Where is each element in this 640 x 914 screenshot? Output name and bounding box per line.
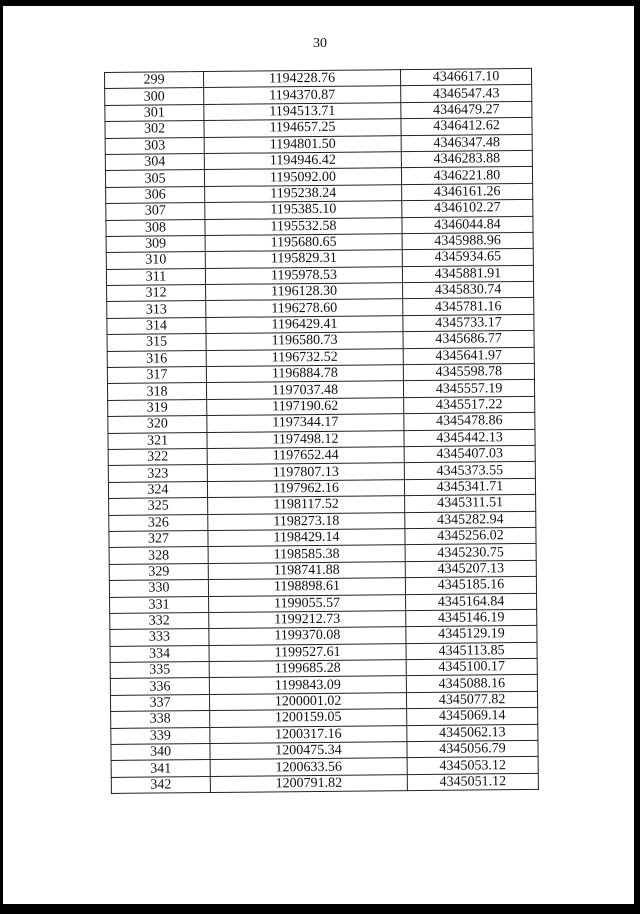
point-number-cell: 300 — [105, 88, 204, 105]
x-coordinate-cell: 1194801.50 — [204, 135, 401, 153]
x-coordinate-cell: 1197190.62 — [207, 397, 404, 415]
point-number-cell: 313 — [107, 301, 206, 318]
point-number-cell: 332 — [110, 612, 209, 629]
x-coordinate-cell: 1194513.71 — [204, 102, 401, 120]
y-coordinate-cell: 4346283.88 — [401, 150, 532, 168]
point-number-cell: 331 — [110, 596, 209, 613]
x-coordinate-cell: 1199370.08 — [209, 627, 406, 645]
point-number-cell: 314 — [107, 317, 206, 334]
y-coordinate-cell: 4345129.19 — [406, 626, 537, 644]
point-number-cell: 336 — [110, 678, 209, 695]
x-coordinate-cell: 1198898.61 — [208, 578, 405, 596]
x-coordinate-cell: 1199685.28 — [209, 660, 406, 678]
point-number-cell: 315 — [107, 334, 206, 351]
x-coordinate-cell: 1197962.16 — [207, 479, 404, 497]
point-number-cell: 319 — [108, 399, 207, 416]
x-coordinate-cell: 1200475.34 — [210, 742, 407, 760]
x-coordinate-cell: 1198117.52 — [208, 496, 405, 514]
point-number-cell: 339 — [111, 727, 210, 744]
x-coordinate-cell: 1195829.31 — [205, 250, 402, 268]
x-coordinate-cell: 1195092.00 — [204, 168, 401, 186]
x-coordinate-cell: 1197037.48 — [206, 381, 403, 399]
x-coordinate-cell: 1195238.24 — [205, 184, 402, 202]
x-coordinate-cell: 1200317.16 — [210, 725, 407, 743]
point-number-cell: 302 — [105, 121, 204, 138]
y-coordinate-cell: 4345830.74 — [403, 281, 534, 299]
y-coordinate-cell: 4345988.96 — [402, 232, 533, 250]
x-coordinate-cell: 1199843.09 — [209, 676, 406, 694]
scan-border-top — [0, 0, 640, 6]
y-coordinate-cell: 4345781.16 — [403, 298, 534, 316]
point-number-cell: 320 — [108, 416, 207, 433]
y-coordinate-cell: 4345164.84 — [406, 593, 537, 611]
y-coordinate-cell: 4345442.13 — [404, 429, 535, 447]
y-coordinate-cell: 4345146.19 — [406, 609, 537, 627]
y-coordinate-cell: 4346161.26 — [402, 183, 533, 201]
y-coordinate-cell: 4345478.86 — [404, 413, 535, 431]
x-coordinate-cell: 1200791.82 — [210, 774, 407, 792]
x-coordinate-cell: 1196580.73 — [206, 332, 403, 350]
x-coordinate-cell: 1194657.25 — [204, 119, 401, 137]
x-coordinate-cell: 1195385.10 — [205, 201, 402, 219]
y-coordinate-cell: 4345407.03 — [404, 445, 535, 463]
y-coordinate-cell: 4345053.12 — [407, 757, 538, 775]
y-coordinate-cell: 4346617.10 — [400, 68, 531, 86]
x-coordinate-cell: 1194946.42 — [204, 152, 401, 170]
y-coordinate-cell: 4345051.12 — [407, 773, 538, 791]
x-coordinate-cell: 1199212.73 — [209, 611, 406, 629]
y-coordinate-cell: 4346412.62 — [401, 118, 532, 136]
x-coordinate-cell: 1196128.30 — [206, 283, 403, 301]
y-coordinate-cell: 4345373.55 — [404, 462, 535, 480]
x-coordinate-cell: 1196884.78 — [206, 365, 403, 383]
point-number-cell: 342 — [111, 776, 210, 793]
point-number-cell: 301 — [105, 104, 204, 121]
x-coordinate-cell: 1200159.05 — [210, 709, 407, 727]
y-coordinate-cell: 4345881.91 — [402, 265, 533, 283]
point-number-cell: 322 — [108, 449, 207, 466]
point-number-cell: 338 — [111, 711, 210, 728]
y-coordinate-cell: 4345113.85 — [406, 642, 537, 660]
point-number-cell: 335 — [110, 662, 209, 679]
y-coordinate-cell: 4345934.65 — [402, 249, 533, 267]
point-number-cell: 325 — [109, 498, 208, 515]
x-coordinate-cell: 1194228.76 — [204, 70, 401, 88]
y-coordinate-cell: 4345230.75 — [405, 544, 536, 562]
point-number-cell: 303 — [105, 137, 204, 154]
point-number-cell: 311 — [106, 268, 205, 285]
y-coordinate-cell: 4346044.84 — [402, 216, 533, 234]
point-number-cell: 310 — [106, 252, 205, 269]
y-coordinate-cell: 4345185.16 — [405, 576, 536, 594]
point-number-cell: 299 — [105, 72, 204, 89]
coordinate-table — [104, 68, 539, 794]
point-number-cell: 330 — [109, 580, 208, 597]
point-number-cell: 304 — [105, 153, 204, 170]
x-coordinate-cell: 1195680.65 — [205, 234, 402, 252]
point-number-cell: 318 — [107, 383, 206, 400]
y-coordinate-cell: 4346347.48 — [401, 134, 532, 152]
x-coordinate-cell: 1195532.58 — [205, 217, 402, 235]
point-number-cell: 309 — [106, 235, 205, 252]
point-number-cell: 324 — [108, 481, 207, 498]
point-number-cell: 305 — [105, 170, 204, 187]
coordinate-table-body — [105, 68, 539, 793]
x-coordinate-cell: 1196429.41 — [206, 316, 403, 334]
y-coordinate-cell: 4345056.79 — [407, 740, 538, 758]
y-coordinate-cell: 4345557.19 — [403, 380, 534, 398]
scan-border-left — [0, 0, 3, 914]
page-number: 30 — [313, 36, 327, 51]
point-number-cell: 327 — [109, 530, 208, 547]
x-coordinate-cell: 1198273.18 — [208, 512, 405, 530]
x-coordinate-cell: 1196732.52 — [206, 348, 403, 366]
x-coordinate-cell: 1196278.60 — [206, 299, 403, 317]
x-coordinate-cell: 1197498.12 — [207, 430, 404, 448]
point-number-cell: 316 — [107, 350, 206, 367]
x-coordinate-cell: 1197807.13 — [207, 463, 404, 481]
x-coordinate-cell: 1198429.14 — [208, 529, 405, 547]
y-coordinate-cell: 4345069.14 — [407, 708, 538, 726]
y-coordinate-cell: 4346221.80 — [401, 167, 532, 185]
y-coordinate-cell: 4345341.71 — [404, 478, 535, 496]
point-number-cell: 341 — [111, 760, 210, 777]
x-coordinate-cell: 1200001.02 — [209, 692, 406, 710]
scan-border-right — [634, 0, 640, 914]
y-coordinate-cell: 4345517.22 — [404, 396, 535, 414]
point-number-cell: 308 — [106, 219, 205, 236]
x-coordinate-cell: 1199055.57 — [209, 594, 406, 612]
y-coordinate-cell: 4345733.17 — [403, 314, 534, 332]
x-coordinate-cell: 1195978.53 — [205, 266, 402, 284]
point-number-cell: 337 — [110, 694, 209, 711]
y-coordinate-cell: 4345077.82 — [406, 691, 537, 709]
y-coordinate-cell: 4345686.77 — [403, 331, 534, 349]
point-number-cell: 328 — [109, 547, 208, 564]
y-coordinate-cell: 4345088.16 — [406, 675, 537, 693]
y-coordinate-cell: 4346102.27 — [402, 200, 533, 218]
x-coordinate-cell: 1194370.87 — [204, 86, 401, 104]
x-coordinate-cell: 1199527.61 — [209, 643, 406, 661]
x-coordinate-cell: 1198741.88 — [208, 561, 405, 579]
point-number-cell: 329 — [109, 563, 208, 580]
y-coordinate-cell: 4345062.13 — [407, 724, 538, 742]
point-number-cell: 334 — [110, 645, 209, 662]
y-coordinate-cell: 4345282.94 — [405, 511, 536, 529]
y-coordinate-cell: 4345256.02 — [405, 527, 536, 545]
x-coordinate-cell: 1200633.56 — [210, 758, 407, 776]
point-number-cell: 326 — [109, 514, 208, 531]
x-coordinate-cell: 1198585.38 — [208, 545, 405, 563]
table-row — [111, 773, 538, 793]
y-coordinate-cell: 4346547.43 — [401, 85, 532, 103]
point-number-cell: 306 — [106, 186, 205, 203]
y-coordinate-cell: 4345207.13 — [405, 560, 536, 578]
x-coordinate-cell: 1197652.44 — [207, 447, 404, 465]
point-number-cell: 340 — [111, 744, 210, 761]
point-number-cell: 321 — [108, 432, 207, 449]
y-coordinate-cell: 4345100.17 — [406, 658, 537, 676]
y-coordinate-cell: 4346479.27 — [401, 101, 532, 119]
y-coordinate-cell: 4345641.97 — [403, 347, 534, 365]
point-number-cell: 312 — [107, 285, 206, 302]
scan-border-bottom — [0, 904, 640, 914]
point-number-cell: 317 — [107, 367, 206, 384]
y-coordinate-cell: 4345598.78 — [403, 363, 534, 381]
x-coordinate-cell: 1197344.17 — [207, 414, 404, 432]
y-coordinate-cell: 4345311.51 — [405, 495, 536, 513]
point-number-cell: 333 — [110, 629, 209, 646]
point-number-cell: 307 — [106, 203, 205, 220]
point-number-cell: 323 — [108, 465, 207, 482]
